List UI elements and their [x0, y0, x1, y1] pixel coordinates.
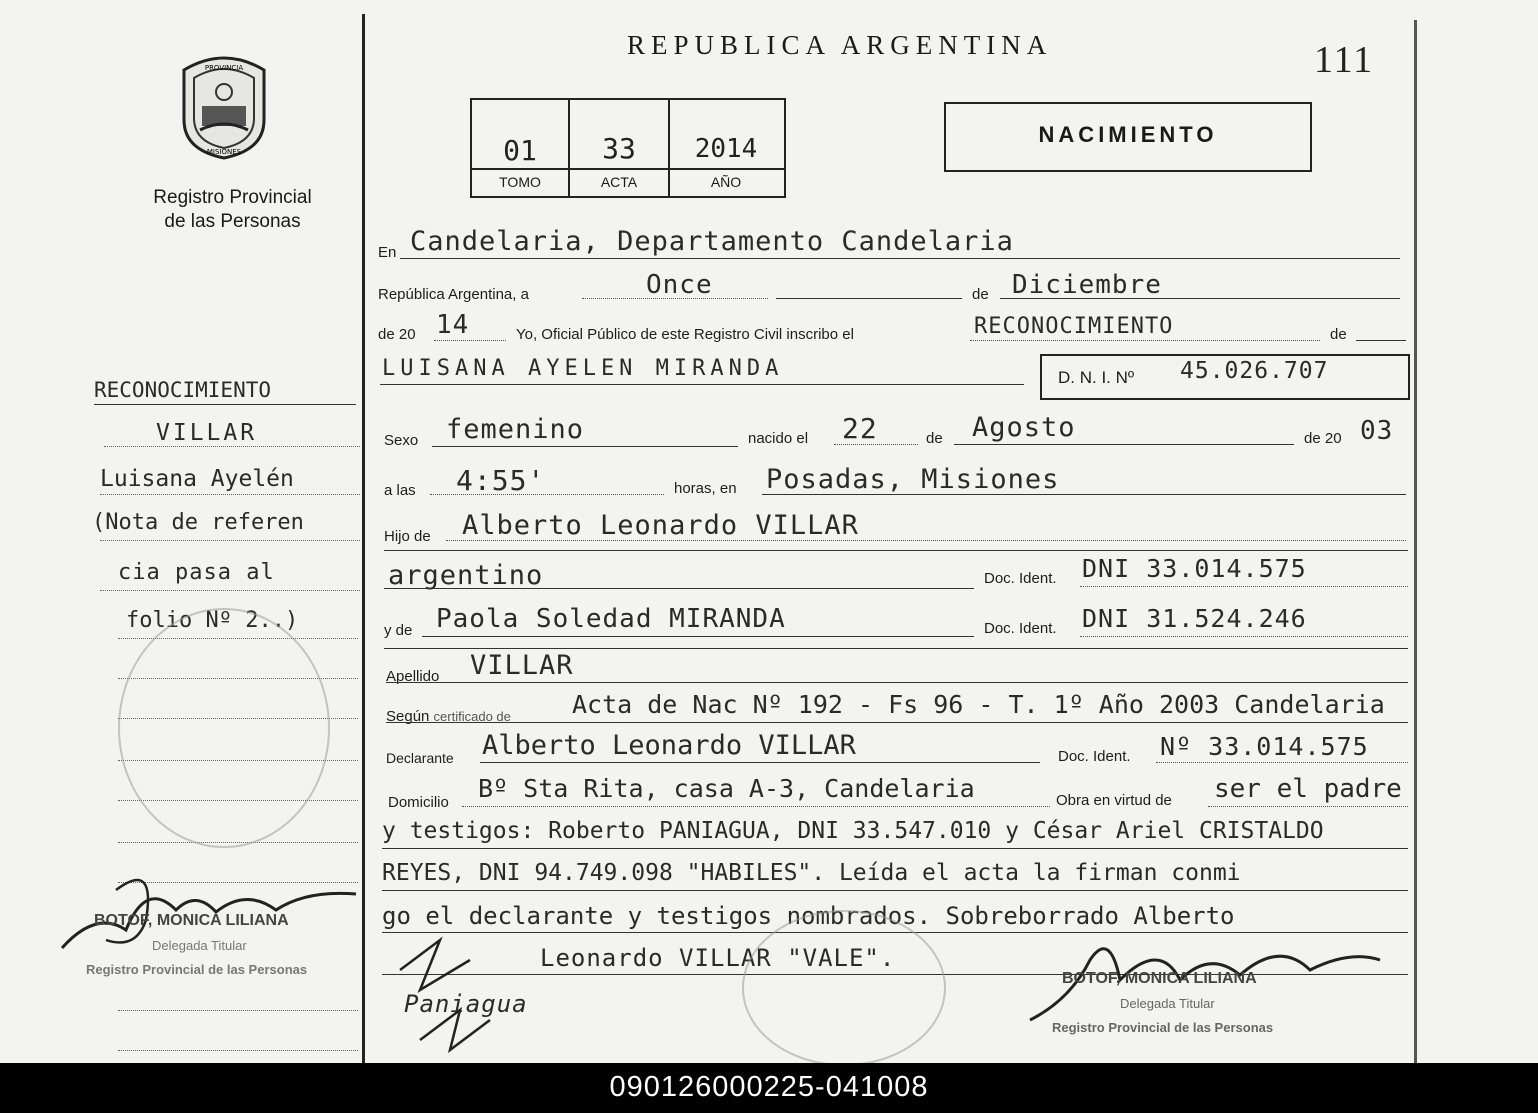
rule-line — [94, 404, 356, 405]
year-suffix-value: 14 — [436, 310, 470, 340]
segun-text: Según — [386, 708, 430, 725]
act-type-label: NACIMIENTO — [1038, 122, 1218, 147]
father-nationality-value: argentino — [388, 560, 544, 591]
seal-text-top: PROVINCIA — [204, 64, 244, 72]
rule-line — [400, 258, 1400, 259]
folio-number: 111 — [1314, 39, 1375, 81]
bottom-official-stamp — [742, 910, 946, 1066]
registry-name — [110, 186, 355, 234]
rule-line — [1208, 806, 1408, 807]
rule-line — [446, 540, 1406, 541]
dni-value: 45.026.707 — [1180, 358, 1329, 384]
right-sig-title: Delegada Titular — [1120, 996, 1215, 1011]
doc-label: Doc. Ident. — [1058, 748, 1131, 765]
rule-line — [118, 1010, 358, 1011]
person-name-value: LUISANA AYELEN MIRANDA — [382, 356, 784, 381]
rule-line — [462, 806, 1050, 807]
witness-signature-mark-icon — [380, 930, 540, 1060]
certificado-text: certificado de — [433, 709, 511, 724]
birth-time-value: 4:55' — [456, 464, 546, 497]
birth-year-value: 03 — [1360, 416, 1394, 446]
rule-line — [954, 444, 1294, 445]
alas-label: a las — [384, 482, 416, 499]
rule-line — [1000, 298, 1400, 299]
country-title: REPUBLICA ARGENTINA — [627, 30, 1053, 60]
margin-note-name: Luisana Ayelén — [100, 466, 294, 492]
rule-line — [386, 722, 1408, 723]
rule-line — [100, 590, 360, 591]
left-sig-office: Registro Provincial de las Personas — [86, 962, 308, 977]
rule-line — [382, 890, 1408, 891]
rule-line — [100, 494, 360, 495]
doc-label: Doc. Ident. — [984, 620, 1057, 637]
sexo-value: femenino — [446, 414, 585, 445]
rule-line — [380, 384, 1024, 385]
obra-value: ser el padre — [1214, 774, 1402, 804]
rule-line — [480, 762, 1040, 763]
hijo-label: Hijo de — [384, 528, 431, 545]
tomo-label: TOMO — [499, 174, 541, 190]
act-ref-label-row-line — [470, 168, 784, 170]
right-border-line — [1414, 20, 1417, 1063]
obra-label: Obra en virtud de — [1056, 792, 1172, 809]
margin-note-surname: VILLAR — [156, 420, 258, 446]
rule-line — [104, 446, 360, 447]
right-sig-name: BOTOF, MONICA LILIANA — [1062, 970, 1257, 987]
rule-line — [970, 340, 1320, 341]
dni-label: D. N. I. Nº — [1058, 368, 1135, 387]
rule-line — [582, 298, 768, 299]
father-doc-value: DNI 33.014.575 — [1082, 554, 1307, 583]
horas-label: horas, en — [674, 480, 737, 497]
month-value: Diciembre — [1012, 270, 1162, 300]
apellido-label: Apellido — [386, 668, 440, 685]
inscribe-kind-value: RECONOCIMIENTO — [974, 314, 1174, 339]
provincial-seal-icon — [176, 50, 272, 162]
anio-value: 2014 — [694, 134, 758, 164]
rule-line — [776, 298, 962, 299]
day-value: Once — [646, 270, 713, 300]
rule-line — [762, 494, 1406, 495]
body-text-line-2: REYES, DNI 94.749.098 "HABILES". Leída el acta la firman conmi — [382, 860, 1241, 886]
rule-line — [1080, 586, 1408, 587]
registry-line1: Registro Provincial — [153, 187, 312, 208]
birth-day-value: 22 — [842, 412, 878, 445]
republica-label: República Argentina, a — [378, 286, 529, 303]
mother-doc-value: DNI 31.524.246 — [1082, 604, 1307, 633]
rule-line — [384, 550, 1408, 551]
de-label3: de — [926, 430, 943, 447]
rule-line — [118, 1050, 358, 1051]
father-name-value: Alberto Leonardo VILLAR — [462, 510, 859, 541]
doc-label: Doc. Ident. — [984, 570, 1057, 587]
rule-line — [1356, 340, 1406, 341]
right-sig-office: Registro Provincial de las Personas — [1052, 1020, 1274, 1035]
body-text-line-1: y testigos: Roberto PANIAGUA, DNI 33.547.010 y César Ariel CRISTALDO — [382, 818, 1324, 844]
sexo-label: Sexo — [384, 432, 419, 449]
acta-label: ACTA — [600, 174, 638, 190]
rule-line — [386, 682, 1408, 683]
left-sig-title: Delegada Titular — [152, 938, 247, 953]
tomo-value: 01 — [503, 134, 537, 167]
rule-line — [1156, 762, 1408, 763]
margin-note-title: RECONOCIMIENTO — [94, 378, 272, 402]
domicilio-label: Domicilio — [388, 794, 449, 811]
de20-label2: de 20 — [1304, 430, 1342, 447]
oficial-text: Yo, Oficial Público de este Registro Civil inscribo el — [516, 326, 854, 343]
en-label: En — [378, 244, 397, 261]
rule-line — [382, 848, 1408, 849]
margin-note-line5: cia pasa al — [118, 560, 275, 585]
left-sig-name: BOTOF, MONICA LILIANA — [94, 912, 289, 929]
rule-line — [1080, 636, 1408, 637]
body-text-line-3: go el declarante y testigos nombrados. Sobreborrado Alberto — [382, 902, 1235, 930]
place-value: Candelaria, Departamento Candelaria — [410, 226, 1014, 257]
mother-name-value: Paola Soledad MIRANDA — [436, 604, 786, 634]
declarante-label: Declarante — [386, 750, 454, 766]
rule-line — [432, 446, 738, 447]
rule-line — [384, 648, 1408, 649]
left-official-stamp — [118, 608, 330, 848]
rule-line — [834, 444, 918, 445]
yde-label: y de — [384, 622, 413, 639]
margin-note-line6: folio Nº 2..) — [126, 608, 299, 633]
rule-line — [422, 636, 974, 637]
seal-text-bottom: MISIONES — [206, 148, 242, 156]
rule-line — [100, 540, 360, 541]
rule-line — [434, 340, 506, 341]
declarante-doc-value: Nº 33.014.575 — [1160, 732, 1369, 761]
certificado-value: Acta de Nac Nº 192 - Fs 96 - T. 1º Año 2003 Candelaria — [572, 690, 1385, 719]
birth-place-value: Posadas, Misiones — [766, 464, 1060, 495]
rule-line — [384, 588, 974, 589]
birth-month-value: Agosto — [972, 412, 1076, 443]
rule-line — [430, 494, 664, 495]
apellido-value: VILLAR — [470, 650, 574, 681]
declarante-value: Alberto Leonardo VILLAR — [482, 730, 856, 761]
body-text-line-4: Leonardo VILLAR "VALE". — [540, 944, 896, 972]
barcode-footer: 090126000225-041008 — [0, 1063, 1538, 1113]
margin-note-line4: (Nota de referen — [92, 510, 304, 535]
de20-label: de 20 — [378, 326, 416, 343]
nacido-label: nacido el — [748, 430, 809, 447]
acta-value: 33 — [602, 132, 636, 165]
anio-label: AÑO — [710, 174, 742, 190]
de-label: de — [972, 286, 989, 303]
witness-signature: Paniagua — [404, 990, 528, 1018]
registry-line2: de las Personas — [164, 211, 301, 232]
de-label2: de — [1330, 326, 1347, 343]
domicilio-value: Bº Sta Rita, casa A-3, Candelaria — [478, 774, 975, 803]
